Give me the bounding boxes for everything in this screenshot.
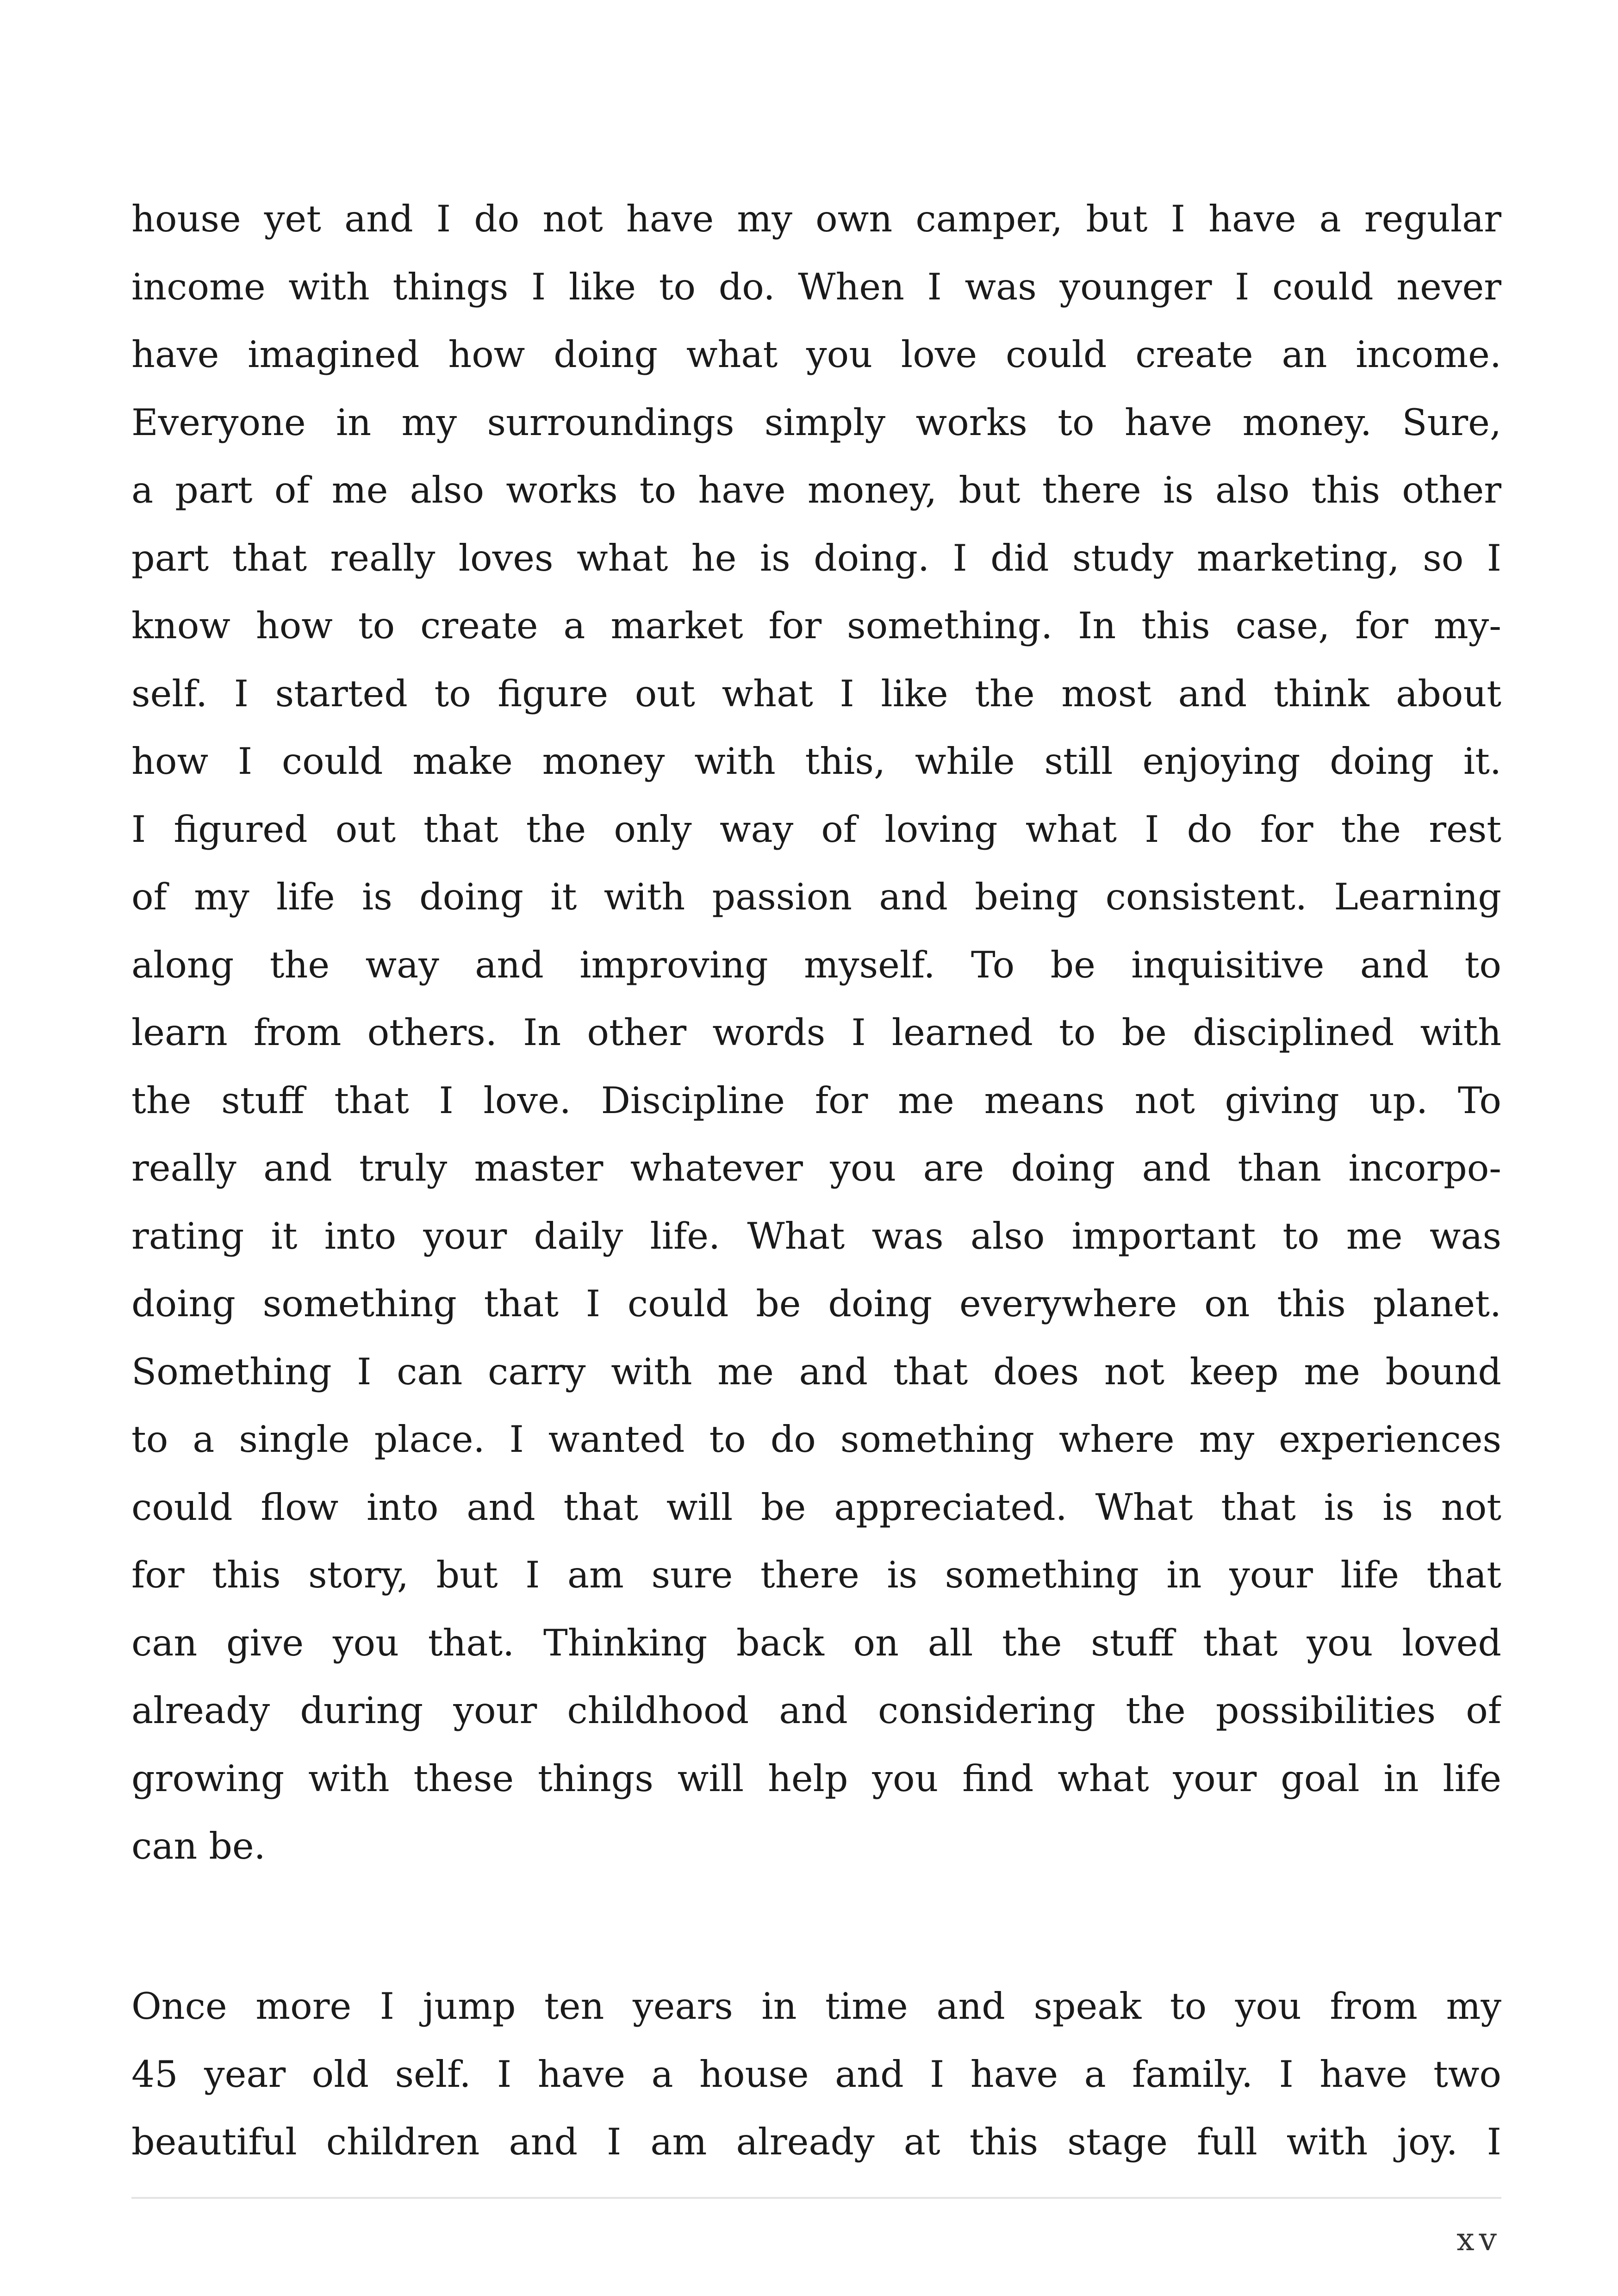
text-line: to a single place. I wanted to do something where my experiences	[131, 1418, 1501, 1461]
text-line: can give you that. Thinking back on all the stuff that you loved	[131, 1621, 1501, 1664]
text-line: can be.	[131, 1825, 266, 1867]
text-line: doing something that I could be doing everywhere on this planet.	[131, 1282, 1501, 1325]
footer-divider	[131, 2197, 1501, 2199]
text-line: really and truly master whatever you are doing and than incorpo-	[131, 1147, 1501, 1189]
text-line: for this story, but I am sure there is something in your life that	[131, 1554, 1501, 1596]
text-line: already during your childhood and considering the possibilities of	[131, 1689, 1501, 1732]
text-line: have imagined how doing what you love could create an income.	[131, 333, 1501, 376]
page-number: xv	[1456, 2221, 1501, 2258]
body-paragraph-1	[131, 185, 1501, 1880]
text-line: Something I can carry with me and that does not keep me bound	[131, 1350, 1501, 1393]
text-line: 45 year old self. I have a house and I have a family. I have two	[131, 2053, 1501, 2096]
text-line: know how to create a market for something. In this case, for my-	[131, 604, 1501, 647]
text-line: I figured out that the only way of loving what I do for the rest	[131, 808, 1501, 851]
body-paragraph-2	[131, 1972, 1501, 2176]
text-line: how I could make money with this, while still enjoying doing it.	[131, 740, 1501, 783]
text-line: along the way and improving myself. To be inquisitive and to	[131, 943, 1501, 986]
text-line: learn from others. In other words I learned to be disciplined with	[131, 1011, 1501, 1054]
text-line: growing with these things will help you find what your goal in life	[131, 1757, 1501, 1800]
text-line: the stuff that I love. Discipline for me means not giving up. To	[131, 1079, 1501, 1122]
text-line: self. I started to figure out what I like the most and think about	[131, 672, 1501, 715]
text-line: house yet and I do not have my own camper, but I have a regular	[131, 198, 1501, 240]
text-line: beautiful children and I am already at this stage full with joy. I	[131, 2121, 1501, 2163]
text-line: part that really loves what he is doing. I did study marketing, so I	[131, 536, 1501, 579]
text-line: income with things I like to do. When I was younger I could never	[131, 265, 1501, 308]
text-line: Everyone in my surroundings simply works to have money. Sure,	[131, 401, 1501, 444]
text-line: could flow into and that will be appreciated. What that is is not	[131, 1486, 1501, 1529]
text-line: rating it into your daily life. What was also important to me was	[131, 1214, 1501, 1257]
text-line: of my life is doing it with passion and being consistent. Learning	[131, 876, 1501, 918]
text-line: Once more I jump ten years in time and speak to you from my	[131, 1985, 1501, 2028]
text-line: a part of me also works to have money, but there is also this other	[131, 469, 1501, 511]
